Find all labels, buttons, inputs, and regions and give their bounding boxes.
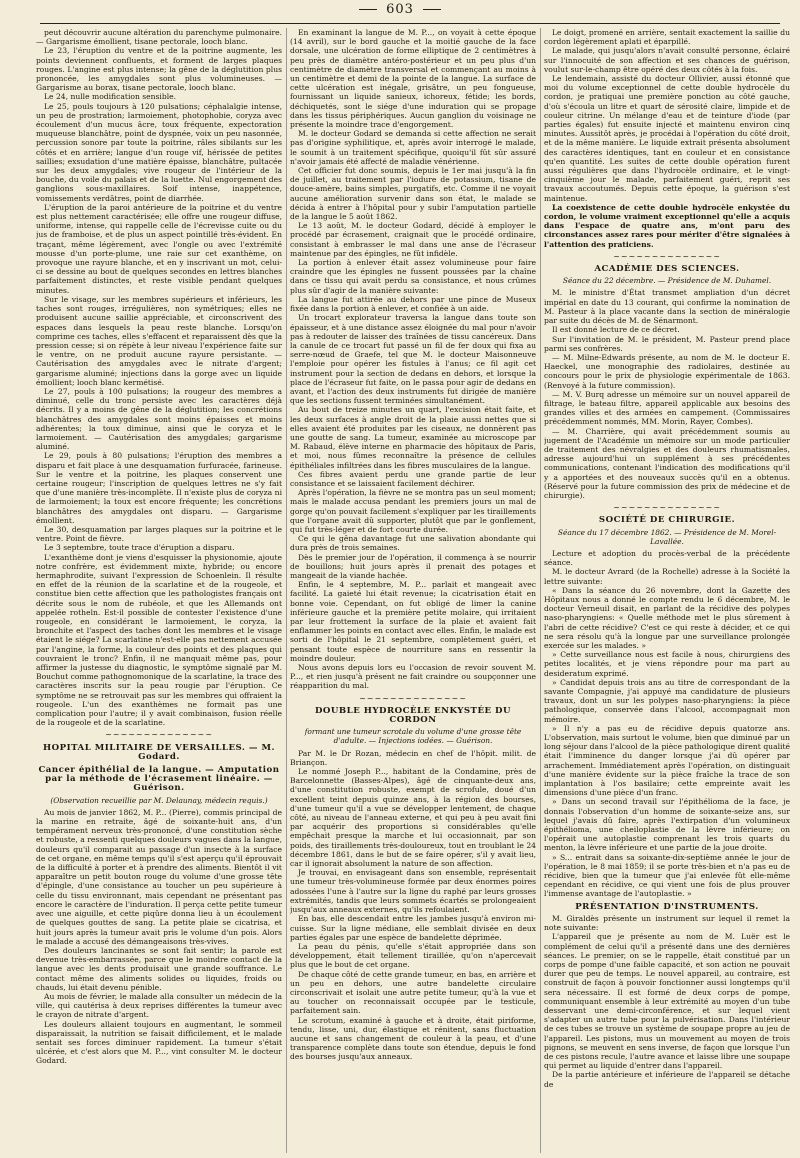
academy-session: Séance du 22 décembre. — Présidence de M. Duhamel. — [562, 276, 772, 286]
paragraph: » S... entrait dans sa soixante-dix-septième année le jour de l'opération, le 8 mai 1859; il se porte très-bien et n'a pas eu de récidive, bien que la tumeur que j'ai enlevée fût elle-même cependant en récidive, ce qui vient une fois de plus prouver l'immense avantage de l'autoplastie. » — [544, 852, 790, 899]
conclusion-paragraph: La coexistence de cette double hydrocèle enkystée du cordon, le volume vraiment exceptionnel qu'elle a acquis dans l'espace de quatre ans, m'ont paru des circonstances assez rares pour mériter d'être signalées à l'attention des praticiens. — [544, 202, 790, 249]
paragraph: Lecture et adoption du procès-verbal de la précédente séance. — [544, 548, 790, 568]
paragraph: Le doigt, promené en arrière, sentait exactement la saillie du cordon légèrement aplati et éparpillé. — [544, 28, 790, 47]
paragraph: Le scrotum, examiné à gauche et à droite, était piriforme, tendu, lisse, uni, dur, élastique et rénitent, sans fluctuation aucune et sans changement de couleur à la peau, et d'une transparence complète dans toute son étendue, depuis le fond des bourses jusqu'aux anneaux. — [290, 1015, 536, 1062]
article-note: (Observation recueillie par M. Delaunay, médecin requis.) — [50, 795, 268, 805]
paragraph: Le lendemain, assisté du docteur Ollivier, aussi étonné que moi du volume exceptionnel de cette double hydrocèle du cordon, je pratiquai une première ponction au côté gauche, d'où s'écoula un litre et quart de sérosité claire, limpide et de couleur citrine. Un mélange d'eau et de teinture d'iode (par parties égales) fut ensuite injecté et maintenu environ cinq minutes. Aussitôt après, je procédai à l'opération du côté droit, et de la même manière. Le liquide extrait présenta absolument des caractères identiques, tant en couleur et en consistance qu'en quantité. Les suites de cette double opération furent aussi régulières que dans l'hydrocèle ordinaire, et le vingt-cinquième jour le malade, parfaitement guéri, reprit ses travaux accoutumés. Depuis cette époque, la guérison s'est maintenue. — [544, 74, 790, 203]
paragraph: Après l'opération, la fièvre ne se montra pas un seul moment; mais le malade accusa pendant les premiers jours un mal de gorge qu'on pouvait facilement s'expliquer par les tiraillements que l'organe avait dû supporter, plutôt que par le gonflement, qui fut très-léger et de fort courte durée. — [290, 488, 536, 534]
ornament-divider: ~~~~~~~~~~~~~~ — [359, 693, 467, 703]
article-title: Cancer épithélial de la langue. — Amputation par la méthode de l'écrasement linéaire. — Guérison. — [38, 765, 280, 794]
paragraph: De la partie antérieure et inférieure de l'appareil se détache de — [544, 1070, 790, 1089]
paragraph: peut découvrir aucune altération du parenchyme pulmonaire. — Gargarisme émollient, tisane pectorale, looch blanc. — [36, 28, 282, 47]
paragraph: M. le docteur Avrard (de la Rochelle) adresse à la Société la lettre suivante: — [544, 567, 790, 586]
instruments-title: PRÉSENTATION D'INSTRUMENTS. — [575, 901, 759, 912]
paragraph: Un trocart explorateur traversa la langue dans toute son épaisseur, et à une distance assez éloignée du mal pour n'avoir pas à redouter de laisser des traînées de tissu cancéreux. Dans la canule de ce trocart fut passé un fil de fer doux qui fixa au serre-nœud de Graefe, tel que M. le docteur Maisonneuve l'emploie pour opérer les fistules à l'anus; ce fil agit cet instrument pour la section de dedans en dehors, et lorsque la place de l'écraseur fut faite, on le passa pour agir de dedans en avant, et l'action des deux instruments fut dirigée de manière que les sections fussent terminées simultanément. — [290, 313, 536, 406]
paragraph: Le 3 septembre, toute trace d'éruption a disparu. — [44, 543, 235, 553]
column-2 — [290, 28, 536, 1153]
paragraph: Je trouvai, en envisageant dans son ensemble, représentait une tumeur très-volumineuse formée par deux énormes poires adossées l'une à l'autre sur la ligne du raphé par leurs grosses extrémités, tandis que leurs sommets écartés se prolongeaient jusqu'aux anneaux externes, qu'ils refoulaient. — [290, 868, 536, 915]
surgery-title: SOCIÉTÉ DE CHIRURGIE. — [598, 515, 736, 526]
paragraph: Des douleurs lancinantes se sont fait sentir; la parole est devenue très-embarrassée, parce que le moindre contact de la langue avec les dents produisait une grande souffrance. Le contact même des aliments solides ou liquides, froids ou chauds, lui était devenu pénible. — [36, 945, 282, 992]
paragraph: La langue fut attirée au dehors par une pince de Museux fixée dans la portion à enlever, et confiée à un aide. — [290, 294, 536, 314]
column-3 — [544, 28, 790, 1153]
paragraph: Le nommé Joseph P..., habitant de la Condamine, près de Barcelonnette (Basses-Alpes), âgé de cinquante-deux ans, d'une constitution robuste, exempt de scrofule, doué d'un excellent teint depuis quinze ans, à la région des bourses, d'une tumeur qu'il a vue se développer lentement, de chaque côté, au niveau de l'anneau externe, et qui peu à peu avait fini par acquérir des proportions si considérables qu'elle empêchait presque la marche et lui occasionnait, par son poids, des tiraillements très-douloureux, tout en troublant le 24 décembre 1861, dans le but de se faire opérer, s'il y avait lieu, car il ignorait absolument la nature de son affection. — [290, 767, 536, 869]
paragraph: M. Giraldès présente un instrument sur lequel il remet la note suivante: — [544, 913, 790, 933]
paragraph: Le 24, nulle modification sensible. — [44, 92, 177, 102]
article-title: DOUBLE HYDROCÈLE ENKYSTÉE DU CORDON — [314, 705, 511, 726]
paragraph: L'appareil que je présente au nom de M. Luër est le complément de celui qu'il a présenté dans une des dernières séances. Le premier, on se le rappelle, était constitué par un corps de pompe d'une faible capacité, et son action ne pouvait durer que peu de temps. Le nouvel appareil, au contraire, est construit de façon à pouvoir fonctionner aussi longtemps qu'il sera nécessaire. Il est formé de deux corps de pompe, communiquant ensemble à leur extrémité au moyen d'un tube desservant une demi-circonférence, et sur lequel vient s'adapter un autre tube pour la pulvérisation. Dans l'intérieur de ces tubes se trouve un système de soupape propre au jeu de l'appareil. Les pistons, mus un mouvement au moyen de trois pignons, se meuvent en sens inverse, de façon que lorsque l'un de ces pistons recule, l'autre avance et laisse libre une soupape qui permet au liquide d'entrer dans l'appareil. — [544, 932, 790, 1071]
paragraph: Le 29, pouls à 80 pulsations; l'éruption des membres a disparu et fait place à une desquamation furfuracée, farineuse. Sur le ventre et la poitrine, les plaques conservent une certaine rougeur; l'inscription de quelques lettres ne s'y fait que d'une manière très-incomplète. Il n'existe plus de coryza ni de larmoiement; la toux est encore fréquente; les concrétions blanchâtres des amygdales ont disparu. — Gargarisme émollient. — [36, 451, 282, 525]
paragraph: Sur l'invitation de M. le président, M. Pasteur prend place parmi ses confrères. — [544, 334, 790, 353]
paragraph: Le 25, pouls toujours à 120 pulsations; céphalalgie intense, un peu de prostration; larmoiement, photophobie, coryza avec écoulement d'un mucus âcre, toux fréquente, expectoration muqueuse blanchâtre, point de dyspnée, voix un peu nasonnée, percussion sonore par toute la poitrine, râles sibilants sur les côtés et en arrière; langue d'un rouge vif, hérissée de petites saillies; exsudation d'une matière épaisse, blanchâtre, pultacée sur les deux amygdales; vive rougeur de l'intérieur de la bouche, du voile du palais et de la luette. Nul engorgement des ganglions sous-maxillaires. Soif intense, inappétence, vomissements verdâtres, point de diarrhée. — [36, 101, 282, 203]
paragraph: En examinant la langue de M. P..., on voyait à cette époque (14 avril), sur le bord gauche et la moitié gauche de la face dorsale, une ulcération de forme elliptique de 2 centimètres à peu près de diamètre antéro-postérieur et un peu plus d'un centimètre de diamètre transversal et commençant au moins à un centimètre et demi de la pointe de la langue. La surface de cette ulcération est inégale, grisâtre, un peu fongueuse, fournissant un liquide sanieux, ichoreux, fétide; les bords, déchiquetés, sont le siége d'une induration qui se propage dans les tissus périphériques. Aucun ganglion du voisinage ne présente la moindre trace d'engorgement. — [290, 28, 536, 130]
academy-title: ACADÉMIE DES SCIENCES. — [594, 264, 740, 275]
paragraph: Le 23, l'éruption du ventre et de la poitrine augmente, les points deviennent confluents, et forment de larges plaques rouges. L'angine est plus intense; la gêne de la déglutition plus prononcée, les amygdales sont plus volumineuses. — Gargarisme au borax, tisane pectorale, looch blanc. — [36, 46, 282, 93]
paragraph: Nous avons depuis lors eu l'occasion de revoir souvent M. P..., et rien jusqu'à présent ne fait craindre ou soupçonner une réapparition du mal. — [290, 663, 536, 691]
paragraph: Cet officier fut donc soumis, depuis le 1er mai jusqu'à la fin de juillet, au traitement par l'iodure de potassium, tisane de douce-amère, bains simples, purgatifs, etc. Comme il ne voyait aucune amélioration survenir dans son état, le malade se décida à entrer à l'hôpital pour y subir l'amputation partielle de la langue le 5 août 1862. — [290, 166, 536, 222]
paragraph: Le malade, qui jusqu'alors n'avait consulté personne, éclairé sur l'innocuité de son affection et ses chances de guérison, voulut sur-le-champ être opéré des deux côtés à la fois. — [544, 46, 790, 74]
paragraph: Les douleurs allaient toujours en augmentant, le sommeil disparaissait, la nutrition se faisait difficilement, et le malade sentait ses forces diminuer rapidement. La tumeur s'était ulcérée, et c'est alors que M. P..., vint consulter M. le docteur Godard. — [36, 1019, 282, 1066]
paragraph: L'exanthème dont je viens d'esquisser la physionomie, ajoute notre confrère, est évidemment mixte, hybride; ou encore hermaphrodite, suivant l'expression de Schoenlein. Il résulte en effet de la réunion de la scarlatine et de la rougeole, et constitue bien cette affection que les pathologistes français ont décrite sous le nom de rubéole, et que les Allemands ont appelée rotheln. Est-il possible de contester l'existence d'une rougeole, en considérant le larmoiement, le coryza, la bronchite et l'aspect des taches dont les membres et le visage étaient le siége? La scarlatine n'est-elle pas nettement accusée par l'angine, la forme, la couleur des points et des plaques qui couvraient le tronc? Enfin, il ne manquait même pas, pour affirmer la justesse du diagnostic, le symptôme signalé par M. Bouchut comme pathognomonique de la scarlatine, la trace des caractères inscrits sur la peau rougie par l'éruption. Ce symptôme ne se retrouvait pas sur les membres qui offraient la rougeole. L'un des exanthèmes ne formait pas une complication pour l'autre; il y avait combinaison, fusion réelle de la rougeole et de la scarlatine. — [36, 552, 282, 728]
byline: Par M. le Dr Rozan, médecin en chef de l'hôpit. milit. de Briançon. — [290, 748, 536, 767]
paragraph: Sur le visage, sur les membres supérieurs et inférieurs, les taches sont rouges, irrégulières, non symétriques; elles ne produisent aucune saillie appréciable, et circonscrivent des espaces dans lesquels la peau reste blanche. Lorsqu'on comprime ces taches, elles s'effacent et reparaissent dès que la pression cesse; si on répète à leur niveau l'expérience faite sur le ventre, on ne produit aucune rayure persistante. — Cautérisation des amygdales avec le nitrate d'argent; gargarisme aluminé; injections dans la gorge avec un liquide émollient; looch blanc kermétisé. — [36, 294, 282, 387]
column-divider — [540, 28, 541, 1153]
paragraph: Le 30, desquamation par larges plaques sur la poitrine et le ventre. Point de fièvre. — [36, 524, 282, 544]
paragraph: « Dans la séance du 26 novembre, dont la Gazette des Hôpitaux nous a donné le compte rendu le 6 décembre, M. le docteur Verneuil disait, en parlant de la récidive des polypes naso-pharyngiens: « Quelle méthode met le plus sûrement à l'abri de cette récidive? C'est ce qui reste à décider, et ce qui ne sera résolu qu'à la longue par une surveillance prolongée exercée sur les malades. » — [544, 585, 790, 650]
ornament-divider: ~~~~~~~~~~~~~~ — [613, 503, 721, 513]
paragraph: Dès le premier jour de l'opération, il commença à se nourrir de bouillons; huit jours après il prenait des potages et mangeait de la viande hachée. — [290, 552, 536, 580]
paragraph: Ces fibres avaient perdu une grande partie de leur consistance et se laissaient facilement déchirer. — [290, 469, 536, 488]
paragraph: La peau du pénis, qu'elle s'était appropriée dans son développement, était tellement tiraillée, qu'on n'apercevait plus que le bout de cet organe. — [290, 941, 536, 970]
paragraph: Enfin, le 4 septembre, M. P... parlait et mangeait avec facilité. La gaieté lui était revenue; la cicatrisation était en bonne voie. Cependant, on fut obligé de limer la canine inférieure gauche et la première petite molaire, qui irritaient par leur frottement la surface de la plaie et avaient fait enflammer les points en contact avec elles. Enfin, le malade est sorti de l'hôpital le 21 septembre, complètement guéri, et pensant toute espèce de nourriture sans en ressentir la moindre douleur. — [290, 580, 536, 663]
paragraph: M. le docteur Godard se demanda si cette affection ne serait pas d'origine syphilitique, et, après avoir interrogé le malade, le soumit à un traitement spécifique, quoiqu'il fût sûr assuré n'avoir jamais été affecté de maladie vénérienne. — [290, 129, 536, 166]
paragraph: » Candidat depuis trois ans au titre de correspondant de la savante Compagnie, j'ai appuyé ma candidature de plusieurs travaux, dont un sur les polypes naso-pharyngiens: la pièce pathologique, conservée dans l'alcool, accompagnait mon mémoire. — [544, 677, 790, 724]
paragraph: Le 27, pouls à 100 pulsations; la rougeur des membres a diminué, celle du tronc persiste avec les caractères déjà décrits. Il y a moins de gêne de la déglutition; les concrétions blanchâtres des amygdales sont moins épaisses et moins adhérentes; la toux diminue, ainsi que le coryza et le larmoiement. — Cautérisation des amygdales; gargarisme aluminé. — [36, 386, 282, 452]
column-divider — [286, 28, 287, 1153]
ornament-divider: ~~~~~~~~~~~~~~ — [105, 730, 213, 740]
ornament-divider: ~~~~~~~~~~~~~~ — [613, 251, 721, 261]
paragraph: La portion à enlever était assez volumineuse pour faire craindre que les épingles ne fussent poussées par la chaîne dans ce tissu qui avait perdu sa consistance, et nous crûmes plus sûr d'agir de la manière suivante: — [290, 258, 536, 295]
paragraph: — M. Milne-Edwards présente, au nom de M. le docteur E. Haeckel, une monographie des radiolaires, destinée au concours pour le prix de physiologie expérimentale de 1863. (Renvoyé à la future commission). — [544, 352, 790, 390]
paragraph: Ce qui le gêna davantage fut une salivation abondante qui dura près de trois semaines. — [290, 534, 536, 553]
paragraph: Il est donné lecture de ce décret. — [552, 325, 680, 335]
paragraph: — M. V. Burq adresse un mémoire sur un nouvel appareil de filtrage, le bateau filtre, appareil applicable aux besoins des grandes villes et des armées en campement. (Commissaires précédemment nommés, MM. Morin, Rayer, Combes). — [544, 389, 790, 427]
page-number: 603 — [0, 2, 800, 17]
paragraph: Au bout de treize minutes un quart, l'excision était faite, et les deux surfaces à angle droit de la plaie aussi nettes que si elles avaient été produites par les ciseaux, ne donnèrent pas une goutte de sang. La tumeur, examinée au microscope par M. Rabaud, élève interne en pharmacie des hôpitaux de Paris, et moi, nous fûmes reconnaître la présence de cellules épithéliales infiltrées dans les fibres musculaires de la langue. — [290, 405, 536, 470]
paragraph: » Il n'y a pas eu de récidive depuis quatorze ans. L'observation, mais surtout le volume, bien que diminué par un long séjour dans l'alcool de la pièce pathologique dirent qualité était l'imminence du danger lorsque j'ai dû opérer par arrachement. Immédiatement après l'opération, on distinguait d'une manière évidente sur la pièce fraîche la trace de son implantation à l'os basilaire; cette empreinte avait les dimensions d'une pièce d'un franc. — [544, 723, 790, 798]
paragraph: L'éruption de la paroi antérieure de la poitrine et du ventre est plus nettement caractérisée; elle offre une rougeur diffuse, uniforme, intense, qui rappelle celle de l'écrevisse cuite ou du jus de framboise, et de plus un aspect pointillé très-évident. En traçant, même légèrement, avec l'ongle ou avec l'extrémité mousse d'un porte-plume, une raie sur cet exanthème, on provoque une rayure blanche, et en y inscrivant un mot, celui-ci se dessine au bout de quelques secondes en lettres blanches parfaitement distinctes, et reste visible pendant quelques minutes. — [36, 202, 282, 295]
paragraph: Le 13 août, M. le docteur Godard, décidé à employer le procédé par écrasement, craignait que le procédé ordinaire, consistant à embrasser le mal dans une anse de l'écraseur maintenue par des épingles, ne fût infidèle. — [290, 221, 536, 258]
paragraph: » Dans un second travail sur l'épithélioma de la face, je donnais l'observation d'un homme de soixante-seize ans, sur lequel j'avais dû faire, après l'extirpation d'un volumineux épithélioma, une cheiloplastie de la lèvre inférieure; on l'opérait une autoplastie comprenant les trois quarts du menton, la lèvre inférieure et une partie de la joue droite. — [544, 797, 790, 853]
paragraph: De chaque côté de cette grande tumeur, en bas, en arrière et un peu en dehors, une autre bandelette circulaire circonscrivait et isolait une autre petite tumeur, qu'à la vue et au toucher on reconnaissait occupée par le testicule, parfaitement sain. — [290, 969, 536, 1016]
paragraph: M. le ministre d'État transmet ampliation d'un décret impérial en date du 13 courant, qui confirme la nomination de M. Pasteur à la place vacante dans la section de minéralogie par suite du décès de M. de Sénarmont. — [544, 288, 790, 326]
paragraph: » Cette surveillance nous est facile à nous, chirurgiens des petites localités, et je viens répondre pour ma part au desideratum exprimé. — [544, 650, 790, 678]
column-1 — [36, 28, 282, 1153]
surgery-session: Séance du 17 décembre 1862. — Présidence de M. Morel-Lavallée. — [557, 527, 777, 546]
paragraph: En bas, elle descendait entre les jambes jusqu'à environ mi-cuisse. Sur la ligne médiane, elle semblait divisée en deux parties égales par une espèce de bandelette déprimée. — [290, 914, 536, 942]
header-rule — [40, 23, 780, 24]
section-title: HOPITAL MILITAIRE DE VERSAILLES. — M. Godard. — [43, 742, 275, 762]
paragraph: Au mois de février, le malade alla consulter un médecin de la ville, qui cautérisa à deux reprises différentes la tumeur avec le crayon de nitrate d'argent. — [36, 991, 282, 1020]
article-subtitle: formant une tumeur scrotale du volume d'une grosse tête d'adulte. — Injections iodées. — Guérison. — [304, 727, 522, 746]
paragraph: — M. Charrière, qui avait précédemment soumis au jugement de l'Académie un mémoire sur un mode particulier de traitement des névralgies et des douleurs rhumatismales, adresse aujourd'hui un supplément à ses précédentes communications, contenant l'indication des modifications qu'il y a apportées et des nouveaux succès qu'il en a obtenus. (Réservé pour la future commission des prix de médecine et de chirurgie). — [544, 426, 790, 500]
paragraph: Au mois de janvier 1862, M. P... (Pierre), commis principal de la marine en retraite, âgé de soixante-huit ans, d'un tempérament nerveux très-prononcé, d'une constitution sèche et robuste, a ressenti quelques douleurs vagues dans la langue, douleurs qu'il comparait au passage d'un insecte à la surface de cet organe, en même temps qu'il s'est aperçu qu'il éprouvait de la difficulté à porter et à prendre des aliments. Bientôt il vit apparaître un petit bouton rouge du volume d'une grosse tête d'épingle, d'une consistance au toucher un peu supérieure à celle du tissu environnant, mais cependant ne présentant pas encore le caractère de l'induration. Il perça cette petite tumeur avec une aiguille, et cette piqûre donna lieu à un écoulement de quelques gouttes de sang. La petite plaie se cicatrisa, et huit jours après la tumeur avait pris le volume d'un pois. Alors le malade a accusé des démangeaisons très-vives. — [36, 807, 282, 946]
